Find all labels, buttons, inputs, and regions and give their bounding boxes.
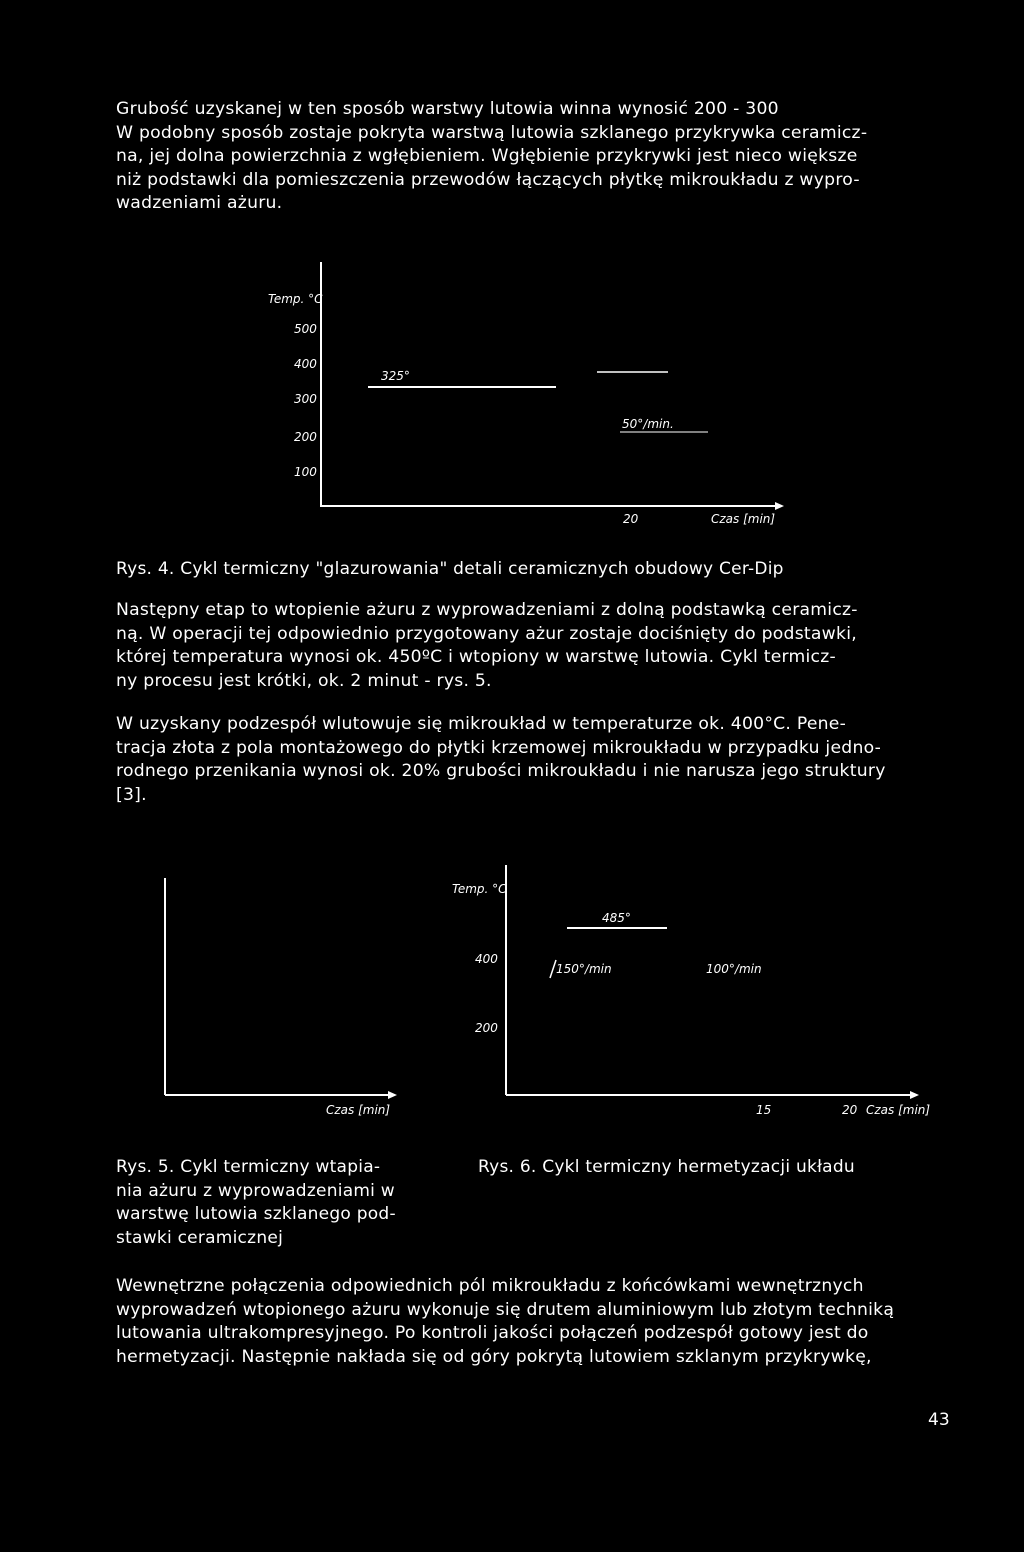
fig4-y-tick: 500 (294, 322, 317, 336)
fig4-y-tick: 300 (294, 392, 317, 406)
text-line: W podobny sposób zostaje pokryta warstwą lutowia szklanego przykrywka ceramicz- (116, 122, 868, 143)
fig4-annotation-rate: 50°/min. (622, 417, 674, 431)
text-line: której temperatura wynosi ok. 450ºC i wtopiony w warstwę lutowia. Cykl termicz- (116, 647, 836, 667)
fig5-x-axis-label: Czas [min] (326, 1103, 391, 1117)
text-line: ny procesu jest krótki, ok. 2 minut - rys. 5. (116, 670, 492, 691)
text-line: wyprowadzeń wtopionego ażuru wykonuje się drutem aluminiowym lub złotym techniką (116, 1299, 895, 1320)
fig6-y-axis-label: Temp. °C (452, 882, 507, 896)
fig4-annotation-temp: 325° (381, 369, 410, 383)
fig6-annotation-rate2: 100°/min (706, 962, 762, 976)
fig6-x-tick: 20 (842, 1103, 858, 1117)
fig6-annotation-temp: 485° (602, 911, 631, 925)
text-line: rodnego przenikania wynosi ok. 20% grubości mikroukładu i nie narusza jego struktury (116, 761, 886, 781)
caption-line: stawki ceramicznej (116, 1227, 284, 1248)
fig6-caption: Rys. 6. Cykl termiczny hermetyzacji układu (478, 1157, 855, 1177)
fig6-x-axis-label: Czas [min] (866, 1103, 931, 1117)
fig4-caption: Rys. 4. Cykl termiczny "glazurowania" detali ceramicznych obudowy Cer-Dip (116, 559, 784, 579)
text-line: niż podstawki dla pomieszczenia przewodów łączących płytkę mikroukładu z wypro- (116, 169, 860, 190)
fig6-y-tick: 400 (475, 952, 498, 966)
fig4-x-axis-label: Czas [min] (711, 512, 776, 526)
text-line: [3]. (116, 784, 147, 805)
text-line: lutowania ultrakompresyjnego. Po kontroli jakości połączeń podzespół gotowy jest do (116, 1323, 869, 1343)
text-line: Wewnętrzne połączenia odpowiednich pól mikroukładu z końcówkami wewnętrznych (116, 1276, 864, 1296)
text-line: na, jej dolna powierzchnia z wgłębieniem. Wgłębienie przykrywki jest nieco większe (116, 146, 858, 166)
fig6-annotation-rate1: 150°/min (556, 962, 612, 976)
fig6-x-tick: 15 (756, 1103, 772, 1117)
text-line: hermetyzacji. Następnie nakłada się od góry pokrytą lutowiem szklanym przykrywkę, (116, 1346, 872, 1367)
fig5-x-arrow (388, 1091, 397, 1099)
fig4-y-tick: 200 (294, 430, 317, 444)
caption-line: nia ażuru z wyprowadzeniami w (116, 1180, 395, 1201)
text-line: wadzeniami ażuru. (116, 193, 283, 213)
text-line: ną. W operacji tej odpowiednio przygotowany ażur zostaje dociśnięty do podstawki, (116, 623, 857, 644)
caption-line: Rys. 5. Cykl termiczny wtapia- (116, 1157, 381, 1177)
fig4-y-tick: 400 (294, 357, 317, 371)
text-line: Następny etap to wtopienie ażuru z wyprowadzeniami z dolną podstawką ceramicz- (116, 600, 858, 620)
text-line: tracja złota z pola montażowego do płytki krzemowej mikroukładu w przypadku jedno- (116, 737, 882, 758)
fig5-caption (116, 1156, 396, 1250)
text-line: Grubość uzyskanej w ten sposób warstwy lutowia winna wynosić 200 - 300 (116, 99, 779, 119)
fig6-x-arrow (910, 1091, 919, 1099)
fig4-y-tick: 100 (294, 465, 317, 479)
fig4-x-tick: 20 (623, 512, 639, 526)
fig6-y-tick: 200 (475, 1021, 498, 1035)
fig4-y-axis-label: Temp. °C (268, 292, 323, 306)
caption-line: warstwę lutowia szklanego pod- (116, 1204, 396, 1224)
text-line: W uzyskany podzespół wlutowuje się mikroukład w temperaturze ok. 400°C. Pene- (116, 714, 847, 734)
page-number: 43 (928, 1410, 950, 1430)
paragraph-bonding (116, 1275, 952, 1369)
